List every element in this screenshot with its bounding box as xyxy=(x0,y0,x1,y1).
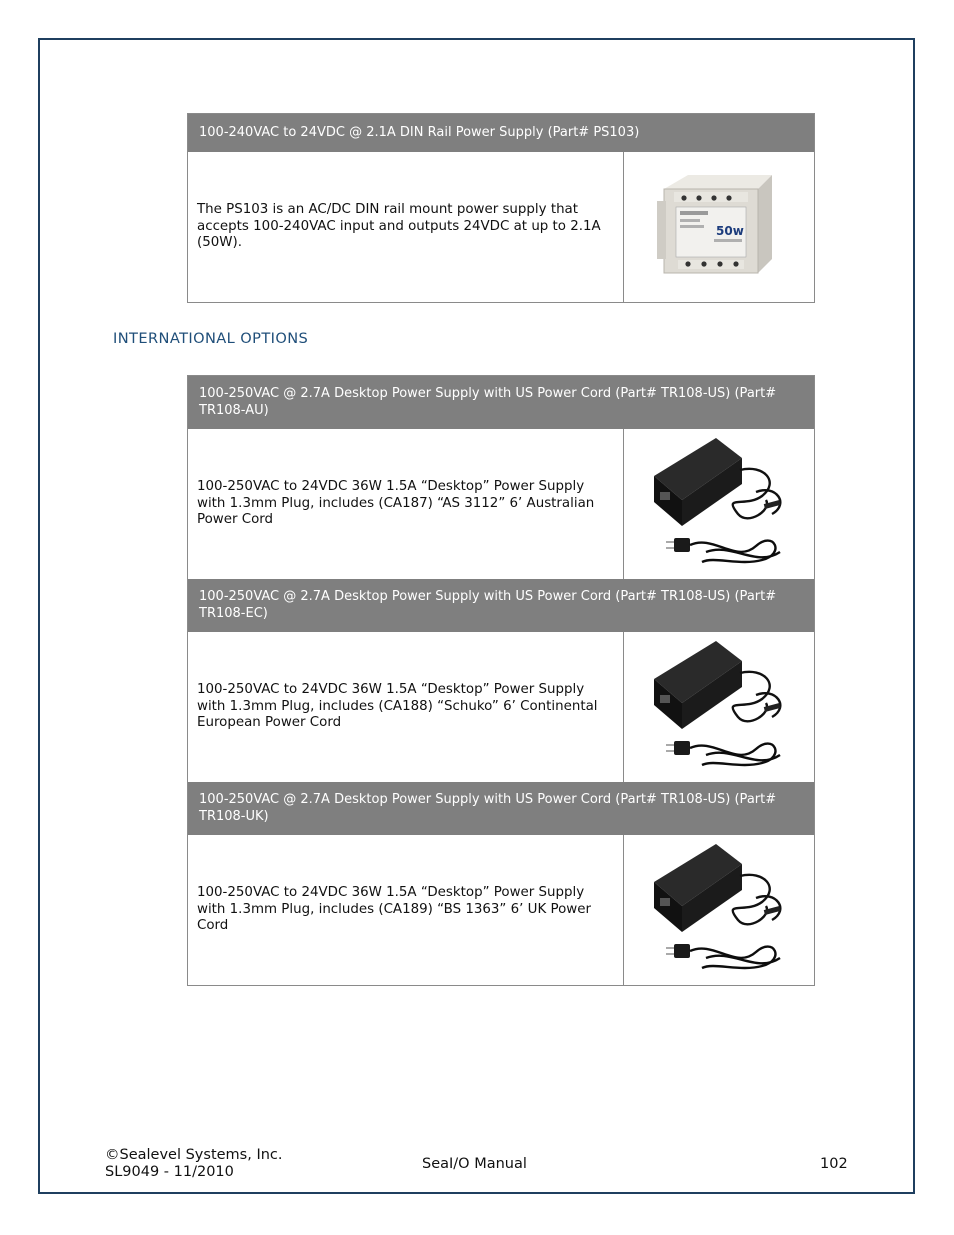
international-table xyxy=(187,375,815,986)
option-header: 100-250VAC @ 2.7A Desktop Power Supply with US Power Cord (Part# TR108-US) (Part# TR108-EC) xyxy=(188,579,814,632)
ps103-table xyxy=(187,113,815,303)
ps103-header: 100-240VAC to 24VDC @ 2.1A DIN Rail Power Supply (Part# PS103) xyxy=(188,114,814,152)
power-supply-with-cord-image xyxy=(644,840,794,980)
power-supply-with-cord-image xyxy=(644,434,794,574)
option-tr108-au xyxy=(188,376,814,579)
option-header: 100-250VAC @ 2.7A Desktop Power Supply with US Power Cord (Part# TR108-US) (Part# TR108-UK) xyxy=(188,782,814,835)
svg-text:50w: 50w xyxy=(716,224,744,238)
section-title: INTERNATIONAL OPTIONS xyxy=(113,330,309,347)
footer-copyright: ©Sealevel Systems, Inc. xyxy=(105,1147,283,1163)
ps103-row xyxy=(188,152,814,302)
option-description: 100-250VAC to 24VDC 36W 1.5A “Desktop” Power Supply with 1.3mm Plug, includes (CA189) “BS 1363” 6’ UK Power Cord xyxy=(188,835,624,985)
ps103-image xyxy=(624,152,814,302)
power-supply-with-cord-image xyxy=(644,637,794,777)
option-row xyxy=(188,835,814,985)
footer-manual-title: SeaI/O Manual xyxy=(422,1156,527,1172)
footer-doc-id: SL9049 - 11/2010 xyxy=(105,1164,234,1180)
option-header: 100-250VAC @ 2.7A Desktop Power Supply with US Power Cord (Part# TR108-US) (Part# TR108-AU) xyxy=(188,376,814,429)
option-tr108-ec xyxy=(188,579,814,782)
desktop-power-supply-image xyxy=(624,835,814,985)
din-rail-power-supply-image xyxy=(654,167,784,287)
ps103-description: The PS103 is an AC/DC DIN rail mount power supply that accepts 100-240VAC input and outputs 24VDC at up to 2.1A (50W). xyxy=(188,152,624,302)
option-row xyxy=(188,632,814,782)
option-row xyxy=(188,429,814,579)
option-description: 100-250VAC to 24VDC 36W 1.5A “Desktop” Power Supply with 1.3mm Plug, includes (CA188) “Schuko” 6’ Continental European Power Cord xyxy=(188,632,624,782)
desktop-power-supply-image xyxy=(624,632,814,782)
option-tr108-uk xyxy=(188,782,814,985)
option-description: 100-250VAC to 24VDC 36W 1.5A “Desktop” Power Supply with 1.3mm Plug, includes (CA187) “AS 3112” 6’ Australian Power Cord xyxy=(188,429,624,579)
desktop-power-supply-image xyxy=(624,429,814,579)
footer-page-number: 102 xyxy=(820,1156,848,1172)
footer-left xyxy=(105,1147,283,1181)
